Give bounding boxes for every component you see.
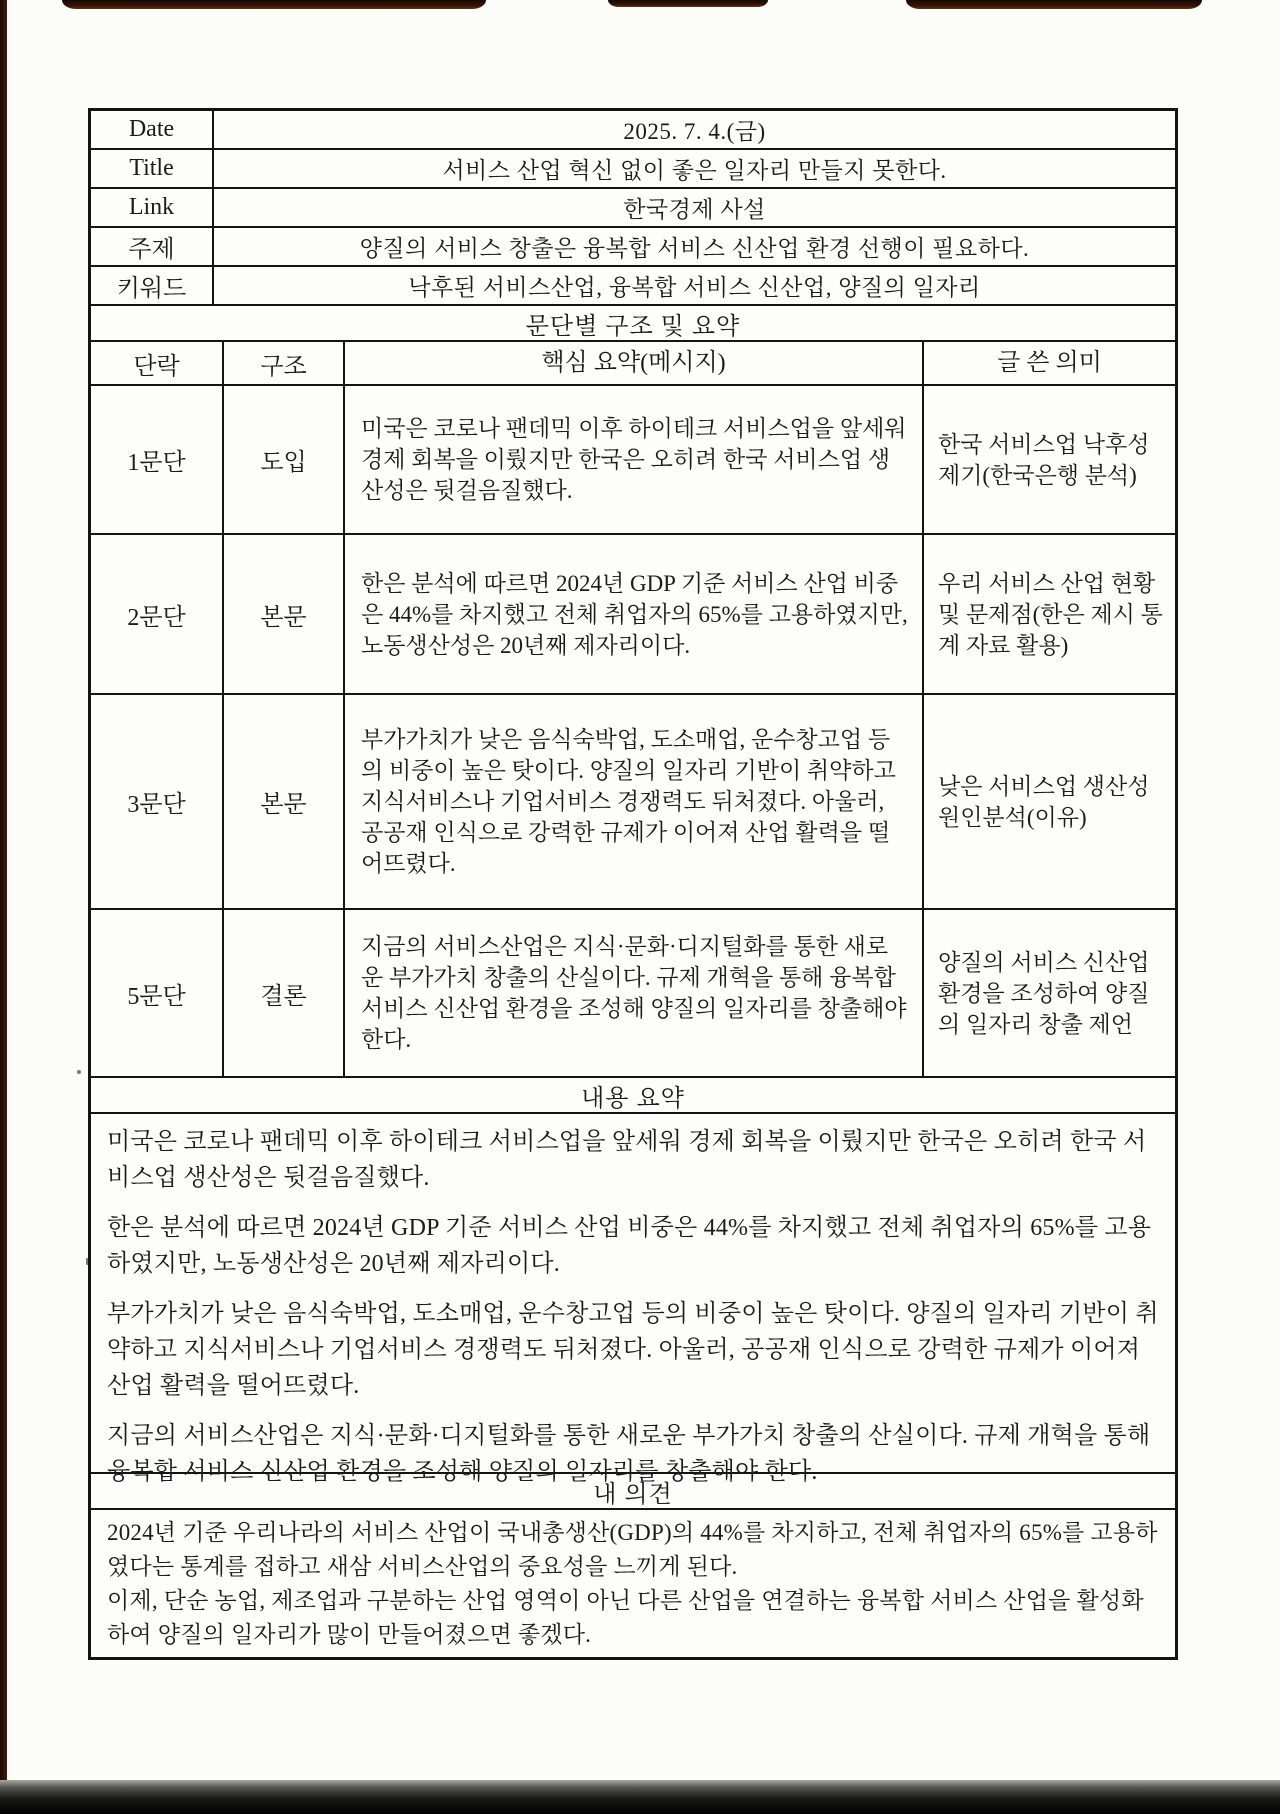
meta-row-date: [91, 111, 1175, 150]
cell-key-summary: [345, 695, 924, 908]
scan-artifact-top-left: [62, 0, 486, 9]
meta-value-keywords: 낙후된 서비스산업, 융복합 서비스 신산업, 양질의 일자리: [408, 275, 981, 300]
my-opinion-block: [91, 1510, 1175, 1657]
meta-label-link: Link: [91, 189, 214, 226]
writing-intent-text: 한국 서비스업 낙후성 제기(한국은행 분석): [938, 431, 1150, 488]
summary-paragraph: 미국은 코로나 팬데믹 이후 하이테크 서비스업을 앞세워 경제 회복을 이뤘지만 한국은 오히려 한국 서비스업 생산성은 뒷걸음질했다.: [107, 1129, 1147, 1191]
scan-artifact-top-right: [906, 0, 1202, 9]
table-row-paragraph-1: [91, 386, 1175, 535]
meta-row-link: [91, 189, 1175, 228]
section-header-structure: 문단별 구조 및 요약: [91, 306, 1175, 342]
meta-label-title: Title: [91, 150, 214, 187]
col-header-paragraph: 단락: [91, 342, 224, 384]
cell-paragraph-label: 1문단: [91, 386, 224, 533]
table-row-paragraph-2: [91, 535, 1175, 695]
scanned-document-table: [88, 108, 1178, 1660]
writing-intent-text: 양질의 서비스 신산업 환경을 조성하여 양질의 일자리 창출 제언: [938, 949, 1150, 1037]
cell-structure-role: 본문: [224, 535, 345, 693]
table-row-paragraph-3: [91, 695, 1175, 910]
cell-writing-intent: [924, 695, 1175, 908]
section-header-content-summary: 내용 요약: [91, 1078, 1175, 1114]
meta-row-topic: [91, 228, 1175, 267]
cell-paragraph-label: 3문단: [91, 695, 224, 908]
key-summary-text: 미국은 코로나 팬데믹 이후 하이테크 서비스업을 앞세워 경제 회복을 이뤘지만 한국은 오히려 한국 서비스업 생산성은 뒷걸음질했다.: [361, 416, 907, 503]
writing-intent-text: 낮은 서비스업 생산성 원인분석(이유): [938, 773, 1150, 830]
col-header-key-summary: 핵심 요약(메시지): [345, 342, 924, 384]
col-header-structure: 구조: [224, 342, 345, 384]
meta-label-topic: 주제: [91, 228, 214, 265]
content-summary-block: [91, 1114, 1175, 1485]
meta-label-date: Date: [91, 111, 214, 148]
key-summary-text: 한은 분석에 따르면 2024년 GDP 기준 서비스 산업 비중은 44%를 차지했고 전체 취업자의 65%를 고용하였지만, 노동생산성은 20년째 제자리이다.: [361, 570, 908, 658]
summary-paragraph: 지금의 서비스산업은 지식·문화·디지털화를 통한 새로운 부가가치 창출의 산실이다. 규제 개혁을 통해 융복합 서비스 신산업 환경을 조성해 양질의 일자리를 창출해야 한다.: [107, 1423, 1151, 1485]
cell-key-summary: [345, 386, 924, 533]
opinion-paragraph: 이제, 단순 농업, 제조업과 구분하는 산업 영역이 아닌 다른 산업을 연결하는 융복합 서비스 산업을 활성화하여 양질의 일자리가 많이 만들어졌으면 좋겠다.: [107, 1588, 1144, 1647]
table-row-paragraph-5: [91, 910, 1175, 1078]
summary-paragraph: 한은 분석에 따르면 2024년 GDP 기준 서비스 산업 비중은 44%를 차지했고 전체 취업자의 65%를 고용하였지만, 노동생산성은 20년째 제자리이다.: [107, 1215, 1152, 1277]
paragraph-table-header: [91, 342, 1175, 386]
meta-row-keywords: [91, 267, 1175, 306]
summary-paragraph: 부가가치가 낮은 음식숙박업, 도소매업, 운수창고업 등의 비중이 높은 탓이다. 양질의 일자리 기반이 취약하고 지식서비스나 기업서비스 경쟁력도 뒤처졌다. 아울러, 공공재 인식으로 강력한 규제가 이어져 산업 활력을 떨어뜨렸다.: [107, 1301, 1159, 1399]
scan-artifact-top-middle: [608, 0, 768, 7]
scan-artifact-left-edge: [0, 0, 7, 1790]
cell-writing-intent: [924, 386, 1175, 533]
meta-row-title: [91, 150, 1175, 189]
key-summary-text: 부가가치가 낮은 음식숙박업, 도소매업, 운수창고업 등의 비중이 높은 탓이다. 양질의 일자리 기반이 취약하고 지식서비스나 기업서비스 경쟁력도 뒤처졌다. 아울러, 공공재 인식으로 강력한 규제가 이어져 산업 활력을 떨어뜨렸다.: [361, 727, 896, 876]
cell-key-summary: [345, 910, 924, 1076]
cell-writing-intent: [924, 910, 1175, 1076]
cell-paragraph-label: 5문단: [91, 910, 224, 1076]
cell-paragraph-label: 2문단: [91, 535, 224, 693]
key-summary-text: 지금의 서비스산업은 지식·문화·디지털화를 통한 새로운 부가가치 창출의 산실이다. 규제 개혁을 통해 융복합 서비스 신산업 환경을 조성해 양질의 일자리를 창출해야 한다.: [361, 934, 907, 1052]
cell-structure-role: 결론: [224, 910, 345, 1076]
meta-label-keywords: 키워드: [91, 267, 214, 304]
scan-mark: [77, 1070, 81, 1074]
scan-artifact-bottom-band: [0, 1780, 1280, 1814]
writing-intent-text: 우리 서비스 산업 현황 및 문제점(한은 제시 통계 자료 활용): [938, 570, 1163, 658]
col-header-writing-intent: 글 쓴 의미: [997, 349, 1102, 376]
meta-value-date: 2025. 7. 4.(금): [623, 119, 766, 144]
cell-structure-role: 본문: [224, 695, 345, 908]
cell-structure-role: 도입: [224, 386, 345, 533]
cell-writing-intent: [924, 535, 1175, 693]
section-header-my-opinion: 내 의견: [91, 1474, 1175, 1510]
cell-key-summary: [345, 535, 924, 693]
meta-value-title: 서비스 산업 혁신 없이 좋은 일자리 만들지 못한다.: [442, 158, 947, 183]
meta-value-topic: 양질의 서비스 창출은 융복합 서비스 신산업 환경 선행이 필요하다.: [359, 236, 1030, 261]
meta-value-link: 한국경제 사설: [623, 197, 766, 222]
opinion-paragraph: 2024년 기준 우리나라의 서비스 산업이 국내총생산(GDP)의 44%를 차지하고, 전체 취업자의 65%를 고용하였다는 통계를 접하고 새삼 서비스산업의 중요성을 느끼게 된다.: [107, 1520, 1158, 1579]
